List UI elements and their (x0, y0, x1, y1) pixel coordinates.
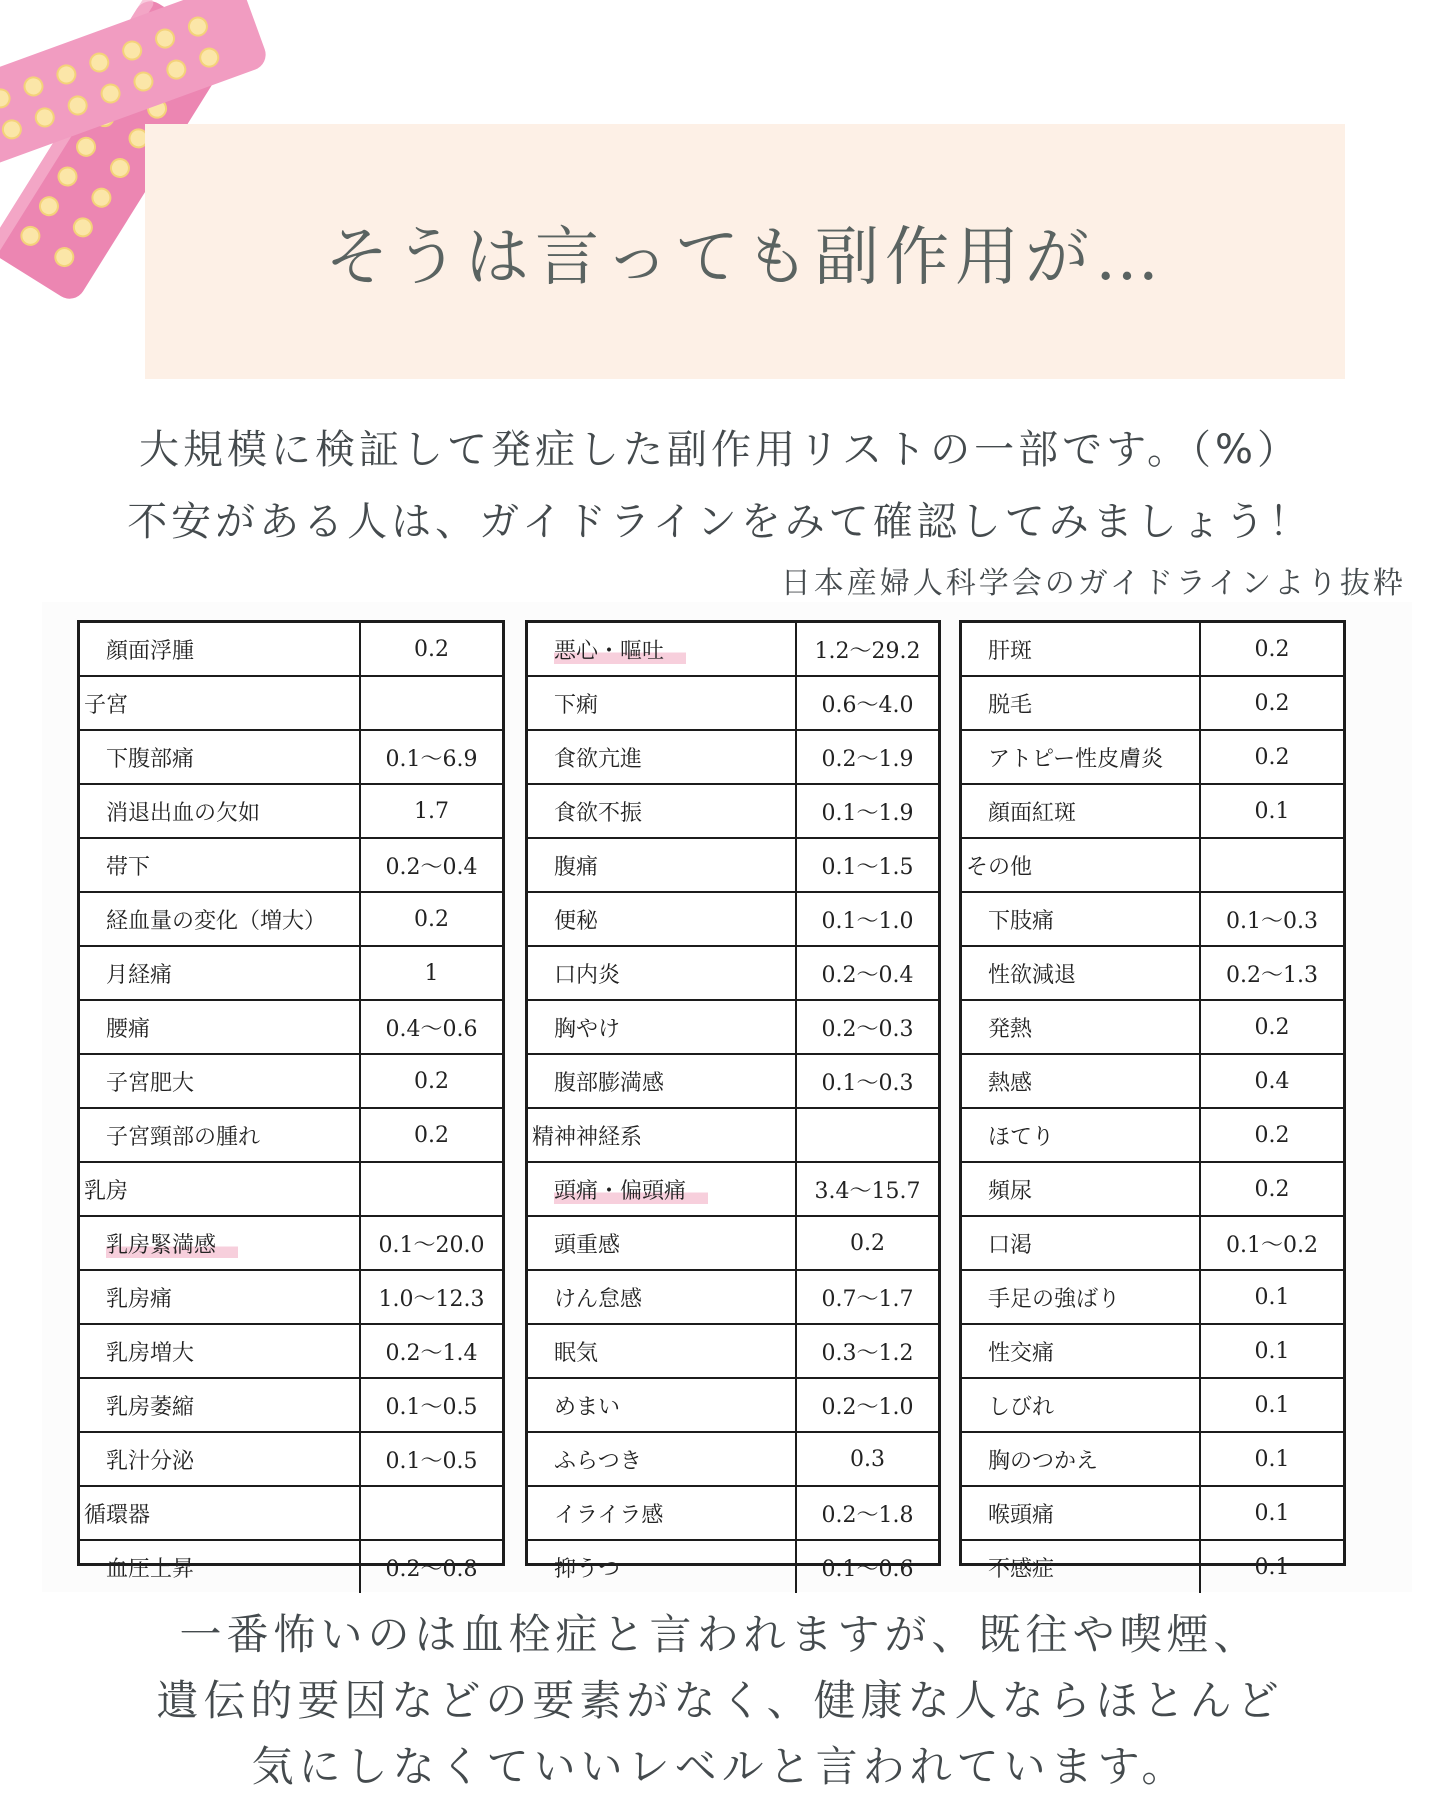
side-effect-name-cell (80, 784, 360, 838)
side-effect-name-cell (962, 1216, 1200, 1270)
table-row (962, 892, 1343, 946)
incidence-value-cell: 0.1 (1200, 1432, 1343, 1486)
incidence-value-cell (796, 1108, 938, 1162)
table-row (80, 676, 502, 730)
side-effect-name-cell (962, 1108, 1200, 1162)
table-row (80, 730, 502, 784)
table-row (962, 730, 1343, 784)
side-effect-name: イライラ感 (554, 1502, 664, 1528)
incidence-value-cell: 0.1〜0.2 (1200, 1216, 1343, 1270)
side-effect-name: 便秘 (554, 908, 599, 934)
side-effect-name: 腰痛 (106, 1016, 151, 1042)
side-effect-name-cell (80, 1000, 360, 1054)
side-effect-name-cell (528, 1432, 796, 1486)
table-row (528, 1486, 938, 1540)
incidence-value-cell: 0.2〜0.4 (796, 946, 938, 1000)
table-row (80, 1162, 502, 1216)
incidence-value-cell: 0.1 (1200, 784, 1343, 838)
incidence-value-cell: 0.1 (1200, 1486, 1343, 1540)
side-effect-name-cell (528, 623, 796, 676)
side-effect-name: 性交痛 (988, 1340, 1055, 1366)
side-effect-name: 抑うつ (554, 1556, 621, 1582)
table-row (528, 623, 938, 676)
side-effect-table-column-1 (77, 620, 505, 1582)
table-row (528, 730, 938, 784)
incidence-value-cell: 0.2 (360, 623, 502, 676)
side-effect-name-cell (80, 1270, 360, 1324)
side-effect-name: 眠気 (554, 1340, 599, 1366)
side-effect-name-cell (528, 730, 796, 784)
table-row (962, 838, 1343, 892)
table-row (80, 1324, 502, 1378)
incidence-value-cell: 0.2 (1200, 676, 1343, 730)
incidence-value-cell: 0.1〜0.3 (796, 1054, 938, 1108)
table-row (962, 1378, 1343, 1432)
title-banner (145, 124, 1345, 379)
side-effect-name: 下肢痛 (988, 908, 1055, 934)
side-effect-name: めまい (554, 1394, 621, 1420)
table-row (962, 1162, 1343, 1216)
side-effect-name: しびれ (988, 1394, 1055, 1420)
side-effect-name-cell (528, 784, 796, 838)
side-effect-name-cell (962, 1378, 1200, 1432)
incidence-value-cell: 0.2〜1.4 (360, 1324, 502, 1378)
side-effect-name: 肝斑 (988, 638, 1033, 664)
table-row (528, 838, 938, 892)
side-effect-name-cell (962, 1000, 1200, 1054)
incidence-value-cell: 3.4〜15.7 (796, 1162, 938, 1216)
side-effect-name: ほてり (988, 1124, 1055, 1150)
side-effect-name-cell (528, 946, 796, 1000)
table-row (528, 1108, 938, 1162)
incidence-value-cell: 0.7〜1.7 (796, 1270, 938, 1324)
side-effect-name-cell (528, 838, 796, 892)
incidence-value-cell: 0.3 (796, 1432, 938, 1486)
incidence-value-cell: 0.2〜1.9 (796, 730, 938, 784)
table-row (962, 1216, 1343, 1270)
incidence-value-cell: 0.6〜4.0 (796, 676, 938, 730)
side-effect-name: 顔面紅斑 (988, 800, 1077, 826)
side-effect-name: ふらつき (554, 1448, 642, 1474)
incidence-value-cell: 0.2 (360, 1054, 502, 1108)
table-row (528, 946, 938, 1000)
category-cell (528, 1108, 796, 1162)
side-effect-name-cell (962, 1540, 1200, 1593)
incidence-value-cell: 1.7 (360, 784, 502, 838)
side-effect-name-cell (962, 1270, 1200, 1324)
side-effect-name: 乳房増大 (106, 1340, 195, 1366)
table-row (528, 1540, 938, 1593)
table-row (80, 1054, 502, 1108)
table-row (962, 1108, 1343, 1162)
table-row (528, 1324, 938, 1378)
side-effect-name-cell (962, 1054, 1200, 1108)
side-effect-name: 手足の強ばり (988, 1286, 1121, 1312)
incidence-value-cell: 0.2 (360, 1108, 502, 1162)
table-row (80, 1378, 502, 1432)
side-effect-name: 乳房萎縮 (106, 1394, 195, 1420)
incidence-value-cell: 0.1 (1200, 1270, 1343, 1324)
side-effect-name-cell (80, 946, 360, 1000)
side-effect-name: 悪心・嘔吐 (554, 639, 686, 664)
side-effect-name: 熱感 (988, 1070, 1033, 1096)
side-effect-name-cell (962, 946, 1200, 1000)
page-title: そうは言っても副作用が… (325, 220, 1165, 295)
side-effect-name: 口渇 (988, 1232, 1033, 1258)
side-effect-name: 胸やけ (554, 1016, 621, 1042)
side-effect-name-cell (528, 1270, 796, 1324)
incidence-value-cell: 0.2〜0.4 (360, 838, 502, 892)
incidence-value-cell: 1 (360, 946, 502, 1000)
side-effect-name-cell (80, 1432, 360, 1486)
incidence-value-cell: 0.2 (1200, 730, 1343, 784)
category-cell (80, 1162, 360, 1216)
table-row (962, 1432, 1343, 1486)
side-effect-name-cell (962, 730, 1200, 784)
side-effect-name-cell (80, 1216, 360, 1270)
side-effect-name: 乳房痛 (106, 1286, 173, 1312)
side-effect-name: 経血量の変化（増大） (106, 908, 327, 934)
side-effect-name-cell (80, 1540, 360, 1593)
table-row (80, 838, 502, 892)
side-effect-name-cell (528, 676, 796, 730)
intro-line-2: 不安がある人は、ガイドラインをみて確認してみましょう！ (127, 499, 1313, 545)
incidence-value-cell: 0.1〜1.5 (796, 838, 938, 892)
incidence-value-cell: 0.4〜0.6 (360, 1000, 502, 1054)
table-row (962, 1000, 1343, 1054)
incidence-value-cell: 0.2 (1200, 1000, 1343, 1054)
side-effect-table-column-2 (525, 620, 941, 1582)
incidence-value-cell: 0.2〜1.8 (796, 1486, 938, 1540)
side-effect-name-cell (962, 1432, 1200, 1486)
table-row (962, 1054, 1343, 1108)
side-effect-name-cell (80, 838, 360, 892)
table-row (962, 784, 1343, 838)
side-effect-name: 月経痛 (106, 962, 173, 988)
side-effect-name-cell (528, 1000, 796, 1054)
closing-line-3: 気にしなくていいレベルと言われています。 (251, 1742, 1189, 1791)
incidence-value-cell: 0.2 (796, 1216, 938, 1270)
side-effect-name: 頭重感 (554, 1232, 621, 1258)
incidence-value-cell: 0.2 (1200, 623, 1343, 676)
side-effect-name-cell (80, 1324, 360, 1378)
incidence-value-cell: 0.2 (360, 892, 502, 946)
side-effect-name: 喉頭痛 (988, 1502, 1055, 1528)
incidence-value-cell: 0.1〜1.9 (796, 784, 938, 838)
closing-line-2: 遺伝的要因などの要素がなく、健康な人ならほとんど (156, 1676, 1284, 1725)
side-effect-name: その他 (966, 854, 1033, 880)
table-row (80, 1540, 502, 1593)
table-row (962, 676, 1343, 730)
side-effect-name-cell (962, 676, 1200, 730)
incidence-value-cell: 0.2〜1.0 (796, 1378, 938, 1432)
incidence-value-cell (360, 676, 502, 730)
incidence-value-cell: 0.1〜1.0 (796, 892, 938, 946)
source-note: 日本産婦人科学会のガイドラインより抜粋 (780, 566, 1406, 601)
table-row (528, 784, 938, 838)
side-effect-name: 乳房緊満感 (106, 1233, 238, 1258)
side-effect-name: 子宮頸部の腫れ (106, 1124, 261, 1150)
table-row (962, 623, 1343, 676)
category-cell (80, 1486, 360, 1540)
side-effect-name: 顔面浮腫 (106, 638, 195, 664)
incidence-value-cell: 0.2〜0.3 (796, 1000, 938, 1054)
table-row (80, 1432, 502, 1486)
incidence-value-cell: 0.1〜0.5 (360, 1432, 502, 1486)
category-cell (80, 676, 360, 730)
table-row (528, 1000, 938, 1054)
side-effect-name: 性欲減退 (988, 962, 1077, 988)
side-effect-name-cell (962, 1486, 1200, 1540)
incidence-value-cell: 0.1〜0.5 (360, 1378, 502, 1432)
table-row (962, 1486, 1343, 1540)
incidence-value-cell: 0.2 (1200, 1108, 1343, 1162)
table-row (528, 1216, 938, 1270)
incidence-value-cell: 0.3〜1.2 (796, 1324, 938, 1378)
incidence-value-cell: 0.1〜20.0 (360, 1216, 502, 1270)
incidence-value-cell: 0.2〜1.3 (1200, 946, 1343, 1000)
incidence-value-cell (360, 1162, 502, 1216)
side-effect-name-cell (962, 1324, 1200, 1378)
side-effect-name-cell (962, 1162, 1200, 1216)
side-effect-name-cell (528, 1486, 796, 1540)
side-effect-name-cell (962, 892, 1200, 946)
table-row (528, 1378, 938, 1432)
side-effect-name: 食欲不振 (554, 800, 643, 826)
side-effect-name: 食欲亢進 (554, 746, 643, 772)
incidence-value-cell: 0.1〜0.3 (1200, 892, 1343, 946)
side-effect-name-cell (528, 892, 796, 946)
side-effect-name-cell (528, 1054, 796, 1108)
side-effect-name: 乳汁分泌 (106, 1448, 195, 1474)
side-effect-name: 子宮肥大 (106, 1070, 195, 1096)
side-effect-name: 頻尿 (988, 1178, 1033, 1204)
table-row (528, 676, 938, 730)
table-row (962, 946, 1343, 1000)
side-effect-name-cell (80, 892, 360, 946)
side-effect-name-cell (528, 1162, 796, 1216)
incidence-value-cell: 1.0〜12.3 (360, 1270, 502, 1324)
side-effect-name: 下痢 (554, 692, 599, 718)
side-effect-name: 血圧上昇 (106, 1556, 195, 1582)
side-effect-table-column-3 (959, 620, 1346, 1582)
side-effect-name: 子宮 (84, 692, 129, 718)
side-effect-name: 不感症 (988, 1556, 1055, 1582)
table-row (80, 1486, 502, 1540)
table-row (528, 1270, 938, 1324)
incidence-value-cell: 0.1〜0.6 (796, 1540, 938, 1593)
table-row (528, 1054, 938, 1108)
side-effect-name: 乳房 (84, 1178, 129, 1204)
side-effect-name-cell (528, 1324, 796, 1378)
side-effect-name-cell (528, 1216, 796, 1270)
side-effect-name-cell (80, 1054, 360, 1108)
side-effect-name: 消退出血の欠如 (106, 800, 261, 826)
incidence-value-cell: 0.4 (1200, 1054, 1343, 1108)
table-row (528, 892, 938, 946)
side-effect-name: けん怠感 (554, 1286, 643, 1312)
intro-line-1: 大規模に検証して発症した副作用リストの一部です。（%） (138, 427, 1301, 473)
side-effect-name: 精神神経系 (532, 1124, 643, 1150)
table-row (80, 946, 502, 1000)
side-effect-name: 腹痛 (554, 854, 599, 880)
side-effect-name: 腹部膨満感 (554, 1070, 665, 1096)
table-row (962, 1270, 1343, 1324)
table-row (962, 1324, 1343, 1378)
table-row (80, 1000, 502, 1054)
incidence-value-cell: 1.2〜29.2 (796, 623, 938, 676)
side-effect-name: 胸のつかえ (988, 1448, 1099, 1474)
table-row (80, 1270, 502, 1324)
incidence-value-cell: 0.1 (1200, 1540, 1343, 1593)
side-effect-name: 下腹部痛 (106, 746, 195, 772)
side-effect-name: 口内炎 (554, 962, 621, 988)
side-effect-name-cell (962, 784, 1200, 838)
side-effect-name: 帯下 (106, 854, 151, 880)
side-effect-name-cell (80, 730, 360, 784)
table-row (528, 1162, 938, 1216)
incidence-value-cell (1200, 838, 1343, 892)
table-row (962, 1540, 1343, 1593)
table-row (80, 1216, 502, 1270)
closing-line-1: 一番怖いのは血栓症と言われますが、既往や喫煙、 (179, 1610, 1261, 1659)
incidence-value-cell (360, 1486, 502, 1540)
side-effect-name: 循環器 (84, 1502, 151, 1528)
incidence-value-cell: 0.1 (1200, 1324, 1343, 1378)
side-effect-name-cell (528, 1378, 796, 1432)
table-row (528, 1432, 938, 1486)
side-effect-name: アトピー性皮膚炎 (988, 746, 1164, 772)
category-cell (962, 838, 1200, 892)
incidence-value-cell: 0.2 (1200, 1162, 1343, 1216)
side-effect-name-cell (80, 623, 360, 676)
table-row (80, 892, 502, 946)
incidence-value-cell: 0.1 (1200, 1378, 1343, 1432)
table-row (80, 784, 502, 838)
side-effect-name-cell (80, 1378, 360, 1432)
side-effect-name-cell (80, 1108, 360, 1162)
side-effect-name: 頭痛・偏頭痛 (554, 1179, 708, 1204)
side-effect-name: 発熱 (988, 1016, 1033, 1042)
side-effect-name: 脱毛 (988, 692, 1033, 718)
side-effect-name-cell (962, 623, 1200, 676)
incidence-value-cell: 0.2〜0.8 (360, 1540, 502, 1593)
table-row (80, 1108, 502, 1162)
table-row (80, 623, 502, 676)
side-effect-name-cell (528, 1540, 796, 1593)
incidence-value-cell: 0.1〜6.9 (360, 730, 502, 784)
